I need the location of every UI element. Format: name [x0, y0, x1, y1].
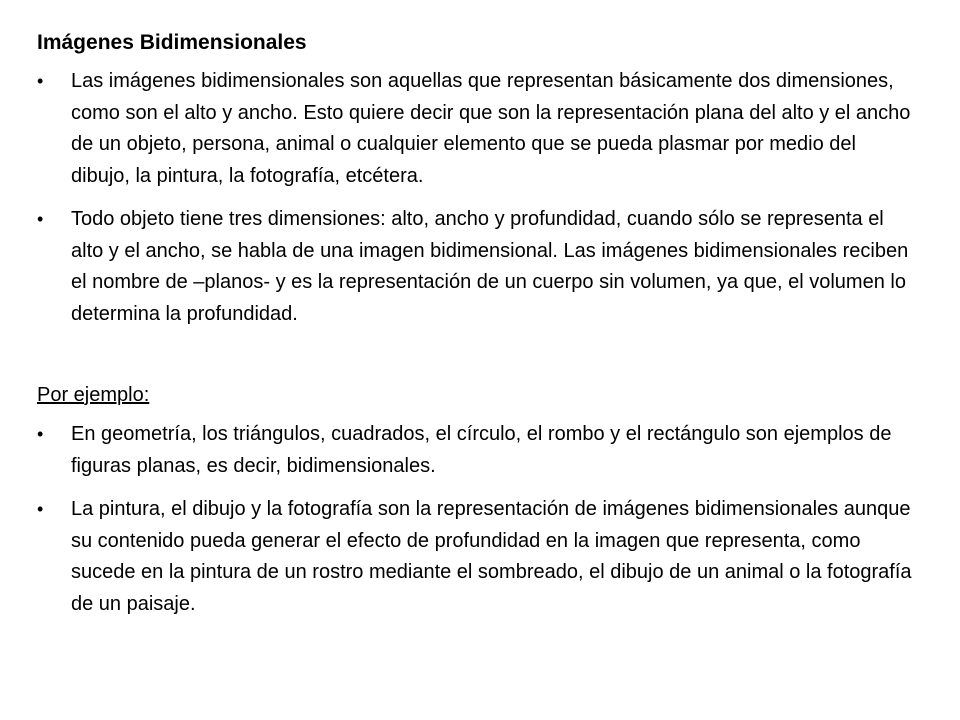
bullet-item-painting — [37, 494, 920, 620]
bullet-dot-icon: • — [37, 424, 44, 444]
bullet-text: En geometría, los triángulos, cuadrados, el círculo, el rombo y el rectángulo son ejemplos de figuras planas, es decir, bidimensionales. — [71, 423, 892, 477]
bullet-item-definition — [37, 66, 920, 192]
bullet-dot-icon: • — [37, 499, 44, 519]
bullet-list-examples — [37, 419, 920, 620]
bullet-item-geometry — [37, 419, 920, 482]
bullet-dot-icon: • — [37, 209, 44, 229]
examples-heading: Por ejemplo: — [37, 384, 150, 406]
bullet-text: Las imágenes bidimensionales son aquellas que representan básicamente dos dimensiones, como son el alto y ancho. Esto quiere decir que son la representación plana del alto y el ancho de un objeto, persona, animal o cualquier elemento que se pueda plasmar por medio del dibujo, la pintura, la fotografía, etcétera. — [71, 70, 911, 187]
spacer — [37, 342, 920, 380]
bullet-text: Todo objeto tiene tres dimensiones: alto, ancho y profundidad, cuando sólo se representa el alto y el ancho, se habla de una imagen bidimensional. Las imágenes bidimensionales reciben el nombre de –planos- y es la representación de un cuerpo sin volumen, ya que, el volumen lo determina la profundidad. — [71, 208, 909, 325]
slide-title: Imágenes Bidimensionales — [37, 31, 307, 54]
bullet-dot-icon: • — [37, 71, 44, 91]
bullet-list-definitions — [37, 66, 920, 330]
bullet-text: La pintura, el dibujo y la fotografía son la representación de imágenes bidimensionales aunque su contenido pueda generar el efecto de profundidad en la imagen que representa, como sucede en la pintura de un rostro mediante el sombreado, el dibujo de un animal o la fotografía de un paisaje. — [71, 498, 912, 615]
bullet-item-dimensions — [37, 204, 920, 330]
